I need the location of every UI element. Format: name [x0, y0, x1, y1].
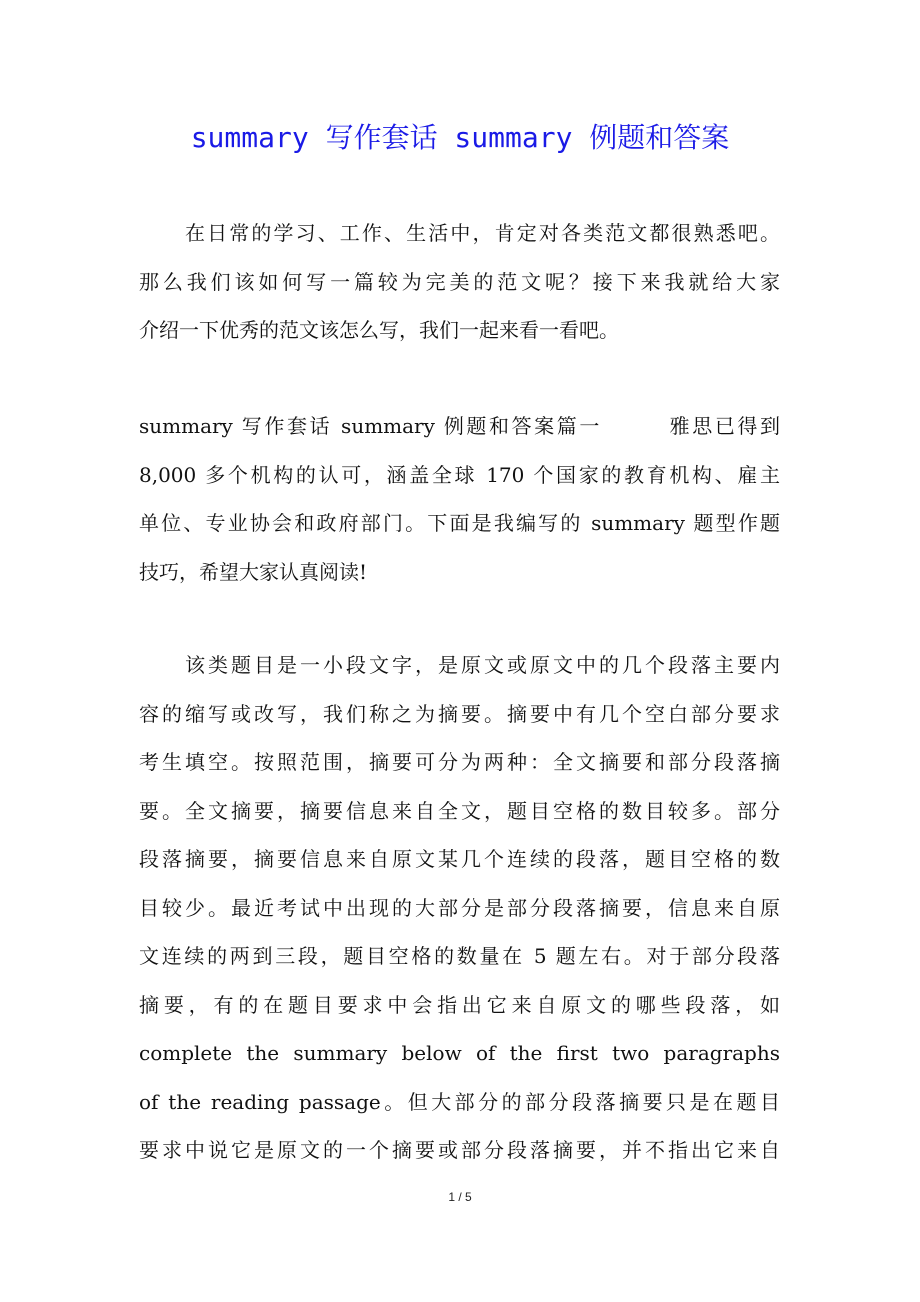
text-line: 8,000 多个机构的认可，涵盖全球 170 个国家的教育机构、雇主 [139, 462, 780, 487]
text-line: 容的缩写或改写，我们称之为摘要。摘要中有几个空白部分要求 [139, 701, 780, 726]
text-line: 那么我们该如何写一篇较为完美的范文呢？接下来我就给大家 [139, 269, 780, 294]
text-line: 段落摘要，摘要信息来自原文某几个连续的段落，题目空格的数 [139, 847, 780, 871]
text-line: complete the summary below of the first two paragraphs [139, 1041, 780, 1065]
paragraph-intro [139, 209, 780, 355]
text-line: 单位、专业协会和政府部门。下面是我编写的 summary 题型作题 [139, 511, 780, 535]
text-line: 要求中说它是原文的一个摘要或部分段落摘要，并不指出它来自 [139, 1138, 780, 1162]
paragraph-section-one [139, 402, 780, 596]
text-line: 要。全文摘要，摘要信息来自全文，题目空格的数目较多。部分 [139, 798, 780, 823]
text-line: summary 写作套话 summary 例题和答案篇一 雅思已得到 [139, 414, 780, 438]
text-line: 考生填空。按照范围，摘要可分为两种：全文摘要和部分段落摘 [139, 750, 780, 774]
paragraph-summary-explanation [139, 641, 780, 1175]
document-title: summary 写作套话 summary 例题和答案 [190, 121, 730, 154]
text-line: 在日常的学习、工作、生活中，肯定对各类范文都很熟悉吧。 [185, 221, 780, 245]
page-number: 1 / 5 [448, 1190, 472, 1204]
text-line: 目较少。最近考试中出现的大部分是部分段落摘要，信息来自原 [139, 895, 780, 920]
text-line: 摘要，有的在题目要求中会指出它来自原文的哪些段落，如 [139, 992, 780, 1017]
text-line: 介绍一下优秀的范文该怎么写，我们一起来看一看吧。 [139, 318, 619, 342]
text-line: of the reading passage。但大部分的部分段落摘要只是在题目 [139, 1089, 780, 1114]
text-line: 文连续的两到三段，题目空格的数量在 5 题左右。对于部分段落 [139, 944, 780, 968]
text-line: 该类题目是一小段文字，是原文或原文中的几个段落主要内 [185, 653, 780, 677]
text-line: 技巧，希望大家认真阅读! [139, 559, 368, 584]
